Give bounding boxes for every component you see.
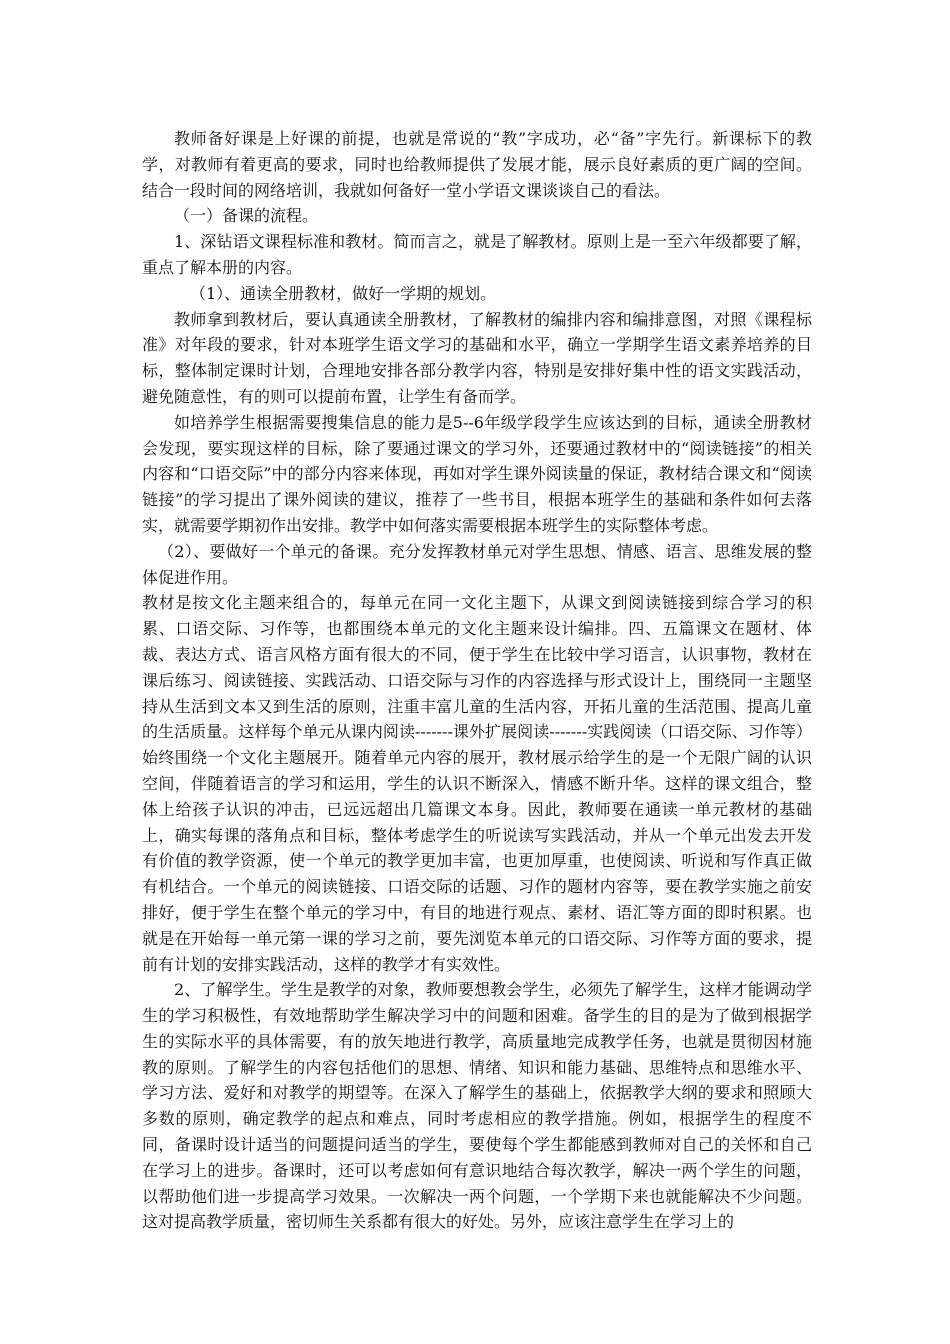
- paragraph-body: 教师拿到教材后，要认真通读全册教材，了解教材的编排内容和编排意图，对照《课程标准》对年段的要求，针对本班学生语文学习的基础和水平，确立一学期学生语文素养培养的目标，整体制定课时计划，合理地安排各部分教学内容，特别是安排好集中性的语文实践活动，避免随意性，有的则可以提前布置，让学生有备而学。: [142, 309, 812, 406]
- paragraph-item-2: 2、了解学生。学生是教学的对象，教师要想教会学生，必须先了解学生，这样才能调动学生的学习积极性，有效地帮助学生解决学习中的问题和困难。备学生的目的是为了做到根据学生的实际水平的具体需要，有的放矢地进行教学，高质量地完成教学任务，也就是贯彻因材施教的原则。了解学生的内容包括他们的思想、情绪、知识和能力基础、思维特点和思维水平、学习方法、爱好和对教学的期望等。在深入了解学生的基础上，依据教学大纲的要求和照顾大多数的原则，确定教学的起点和难点，同时考虑相应的教学措施。例如，根据学生的程度不同，备课时设计适当的问题提问适当的学生，要使每个学生都能感到教师对自己的关怀和自己在学习上的进步。备课时，还可以考虑如何有意识地结合每次教学，解决一两个学生的问题，以帮助他们进一步提高学习效果。一次解决一两个问题，一个学期下来也就能解决不少问题。这对提高教学质量，密切师生关系都有很大的好处。另外，应该注意学生在学习上的: [142, 980, 812, 1232]
- paragraph-subitem-2: （2）、要做好一个单元的备课。充分发挥教材单元对学生思想、情感、语言、思维发展的整体促进作用。: [142, 541, 812, 587]
- paragraph-subitem-1: （1）、通读全册教材，做好一学期的规划。: [190, 283, 497, 303]
- document-body: [142, 126, 812, 1235]
- paragraph-intro: 教师备好课是上好课的前提，也就是常说的“教”字成功，必“备”字先行。新课标下的教学，对教师有着更高的要求，同时也给教师提供了发展才能，展示良好素质的更广阔的空间。结合一段时间的网络培训，我就如何备好一堂小学语文课谈谈自己的看法。: [142, 129, 812, 200]
- paragraph-item-1: 1、深钻语文课程标准和教材。简而言之，就是了解教材。原则上是一至六年级都要了解，重点了解本册的内容。: [142, 232, 812, 277]
- heading-section-1: （一）备课的流程。: [174, 206, 319, 226]
- paragraph-body: 如培养学生根据需要搜集信息的能力是5--6年级学段学生应该达到的目标，通读全册教材会发现，要实现这样的目标，除了要通过课文的学习外，还要通过教材中的“阅读链接”的相关内容和“口语交际”中的部分内容来体现，再如对学生课外阅读量的保证，教材结合课文和“阅读链接”的学习提出了课外阅读的建议，推荐了一些书目，根据本班学生的基础和条件如何去落实，就需要学期初作出安排。教学中如何落实需要根据本班学生的实际整体考虑。: [142, 412, 812, 535]
- paragraph-body: 教材是按文化主题来组合的，每单元在同一文化主题下，从课文到阅读链接到综合学习的积累、口语交际、习作等，也都围绕本单元的文化主题来设计编排。四、五篇课文在题材、体裁、表达方式、语言风格方面有很大的不同，便于学生在比较中学习语言，认识事物，教材在课后练习、阅读链接、实践活动、口语交际与习作的内容选择与形式设计上，围绕同一主题坚持从生活到文本又到生活的原则，注重丰富儿童的生活内容，开拓儿童的生活范围、提高儿童的生活质量。这样每个单元从课内阅读-------课外扩展阅读-------实践阅读（口语交际、习作等）始终围绕一个文化主题展开。随着单元内容的展开，教材展示给学生的是一个无限广阔的认识空间，伴随着语言的学习和运用，学生的认识不断深入，情感不断升华。这样的课文组合，整体上给孩子认识的冲击，已远远超出几篇课文本身。因此，教师要在通读一单元教材的基础上，确实每课的落角点和目标，整体考虑学生的听说读写实践活动，并从一个单元出发去开发有价值的教学资源，使一个单元的教学更加丰富，也更加厚重，也使阅读、听说和写作真正做有机结合。一个单元的阅读链接、口语交际的话题、习作的题材内容等，要在教学实施之前安排好，便于学生在整个单元的学习中，有目的地进行观点、素材、语汇等方面的即时积累。也就是在开始每一单元第一课的学习之前，要先浏览本单元的口语交际、习作等方面的要求，提前有计划的安排实践活动，这样的教学才有实效性。: [142, 593, 812, 974]
